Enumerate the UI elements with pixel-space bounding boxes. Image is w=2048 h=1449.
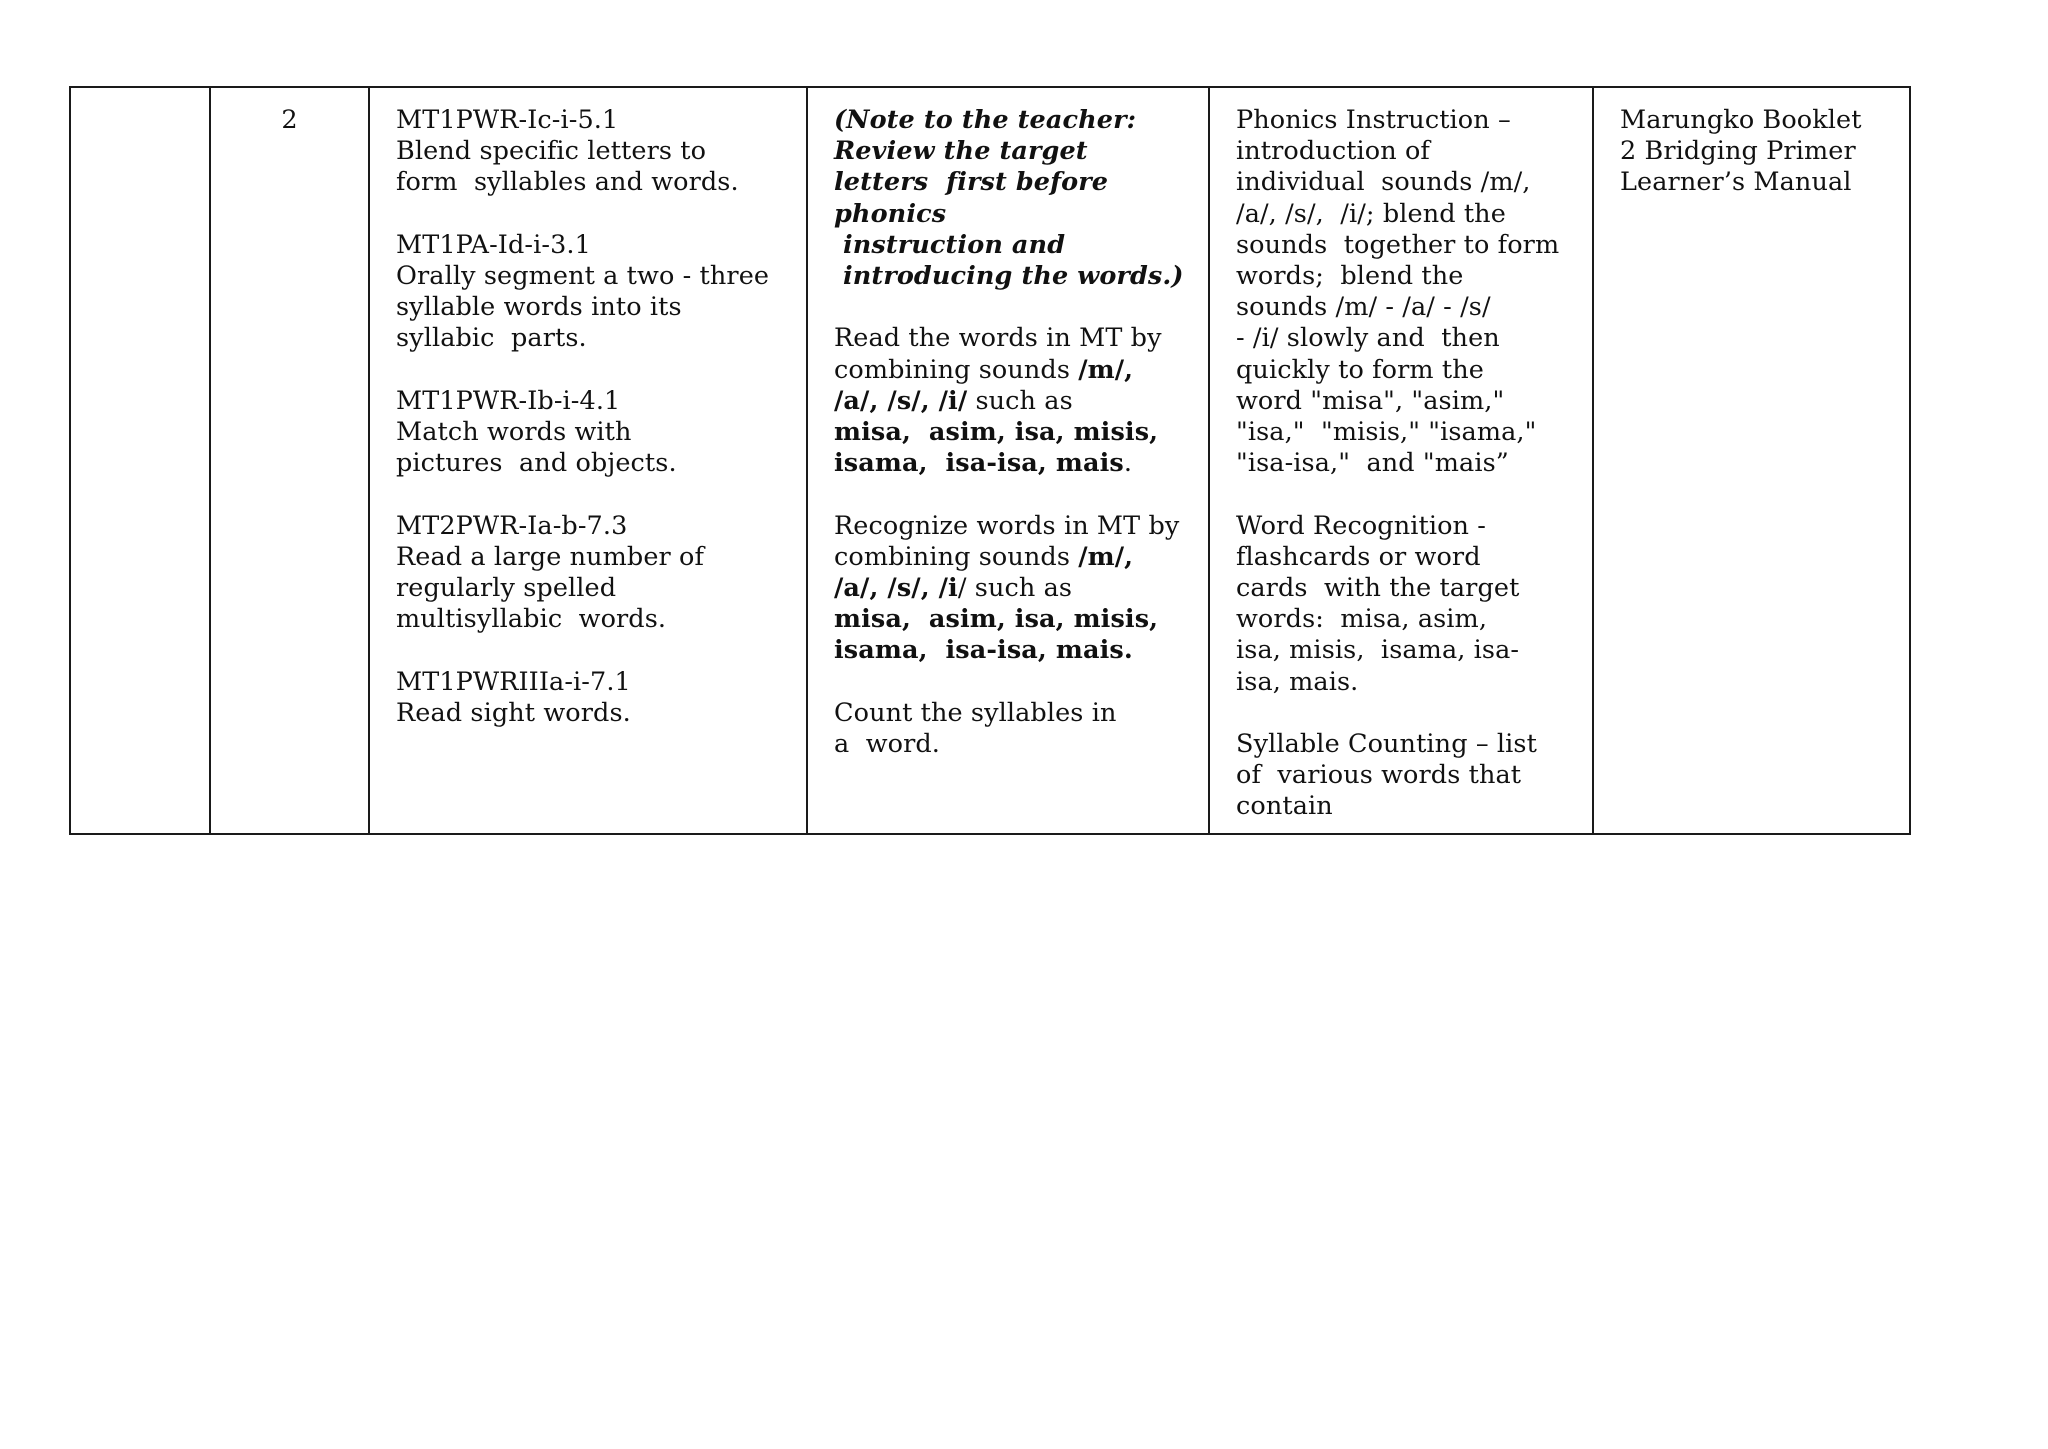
competency-code: MT1PWR-Ib-i-4.1 — [396, 385, 621, 416]
activity-line: /a/, /s/, /i/; blend the — [1236, 198, 1506, 229]
activity-line: word "misa", "asim," — [1236, 385, 1505, 416]
word-list: isama, isa-isa, mais — [834, 448, 1124, 479]
activity-line: - /i/ slowly and then — [1236, 323, 1500, 354]
objective-text: / such as — [957, 573, 1073, 604]
competency-text: form syllables and words. — [396, 167, 739, 198]
note-line: letters first before — [834, 167, 1109, 198]
objective-text: such as — [967, 385, 1073, 416]
competency-block — [396, 230, 786, 355]
word-list: misa, asim, isa, misis, — [834, 604, 1159, 635]
activity-line: isa, mais. — [1236, 666, 1359, 697]
activity-line: isa, misis, isama, isa- — [1236, 635, 1520, 666]
activity-line: "isa-isa," and "mais” — [1236, 448, 1509, 479]
note-line: introducing the words.) — [834, 261, 1184, 292]
competency-text: Match words with — [396, 417, 632, 447]
syllable-counting-activity — [1236, 729, 1572, 823]
objective-line: Count the syllables in — [834, 697, 1117, 728]
table-row — [70, 87, 1910, 834]
activity-line: quickly to form the — [1236, 354, 1484, 385]
activity-line: "isa," "misis," "isama," — [1236, 417, 1537, 448]
competency-text: Blend specific letters to — [396, 136, 707, 167]
material-line: Marungko Booklet — [1620, 105, 1862, 135]
day-number: 2 — [281, 105, 298, 135]
note-line: instruction and — [834, 229, 1066, 260]
objective-line: a word. — [834, 729, 941, 760]
activity-line: Phonics Instruction – — [1236, 105, 1511, 135]
competency-code: MT1PA-Id-i-3.1 — [396, 229, 591, 260]
word-recognition-activity — [1236, 511, 1572, 698]
activity-line: sounds together to form — [1236, 229, 1560, 260]
objective-line — [834, 386, 1188, 417]
activity-line: sounds /m/ - /a/ - /s/ — [1236, 292, 1491, 323]
activity-line: Syllable Counting – list — [1236, 729, 1537, 760]
competency-block — [396, 667, 786, 729]
competency-block — [396, 105, 786, 199]
competency-text: Orally segment a two - three — [396, 261, 770, 291]
competency-text: syllabic parts. — [396, 323, 587, 354]
competency-block — [396, 511, 786, 636]
activity-line: cards with the target — [1236, 573, 1520, 604]
objective-line: Read the words in MT by — [834, 323, 1162, 354]
note-line: (Note to the teacher: — [834, 105, 1137, 135]
activity-line: words: misa, asim, — [1236, 604, 1488, 635]
sound-list: /a/, /s/, /i/ — [834, 385, 968, 416]
materials-cell — [1593, 87, 1910, 834]
objective-line — [834, 542, 1188, 573]
activity-line: individual sounds /m/, — [1236, 167, 1531, 198]
week-cell — [70, 87, 210, 834]
recognize-objective — [834, 511, 1188, 667]
objective-text: combining sounds — [834, 541, 1079, 572]
competency-text: Read a large number of — [396, 541, 705, 572]
competency-text: multisyllabic words. — [396, 604, 667, 635]
material-line: 2 Bridging Primer — [1620, 136, 1856, 167]
competency-text: syllable words into its — [396, 292, 682, 323]
objective-line — [834, 573, 1188, 604]
objective-line — [834, 448, 1188, 479]
competency-code: MT1PWRIIIa-i-7.1 — [396, 666, 631, 697]
competency-text: Read sight words. — [396, 697, 631, 728]
sound-list: /m/, — [1078, 354, 1134, 385]
competency-text: regularly spelled — [396, 573, 617, 603]
activity-line: introduction of — [1236, 136, 1430, 167]
competency-code: MT2PWR-Ia-b-7.3 — [396, 510, 628, 541]
material-line: Learner’s Manual — [1620, 167, 1852, 198]
activity-line: words; blend the — [1236, 261, 1464, 292]
objective-line: Recognize words in MT by — [834, 510, 1180, 541]
objective-line — [834, 355, 1188, 386]
count-objective — [834, 698, 1188, 760]
word-list: isama, isa-isa, mais. — [834, 635, 1133, 666]
competency-block — [396, 386, 786, 480]
objective-text: . — [1123, 448, 1133, 479]
objective-text: combining sounds — [834, 354, 1079, 385]
sound-list: /m/, — [1078, 541, 1134, 572]
read-objective — [834, 323, 1188, 479]
activity-line: of various words that — [1236, 760, 1522, 791]
day-number-cell — [210, 87, 369, 834]
competency-code: MT1PWR-Ic-i-5.1 — [396, 105, 619, 135]
activity-line: contain — [1236, 791, 1333, 822]
lesson-plan-table — [69, 86, 1911, 835]
teacher-note — [834, 105, 1188, 292]
activity-line: Word Recognition - — [1236, 510, 1486, 541]
activity-line: flashcards or word — [1236, 541, 1481, 572]
competencies-cell — [369, 87, 807, 834]
activities-cell — [1209, 87, 1593, 834]
competency-text: pictures and objects. — [396, 448, 677, 479]
note-line: Review the target — [834, 136, 1088, 167]
sound-list: /a/, /s/, /i — [834, 573, 958, 604]
objectives-cell — [807, 87, 1209, 834]
note-line: phonics — [834, 198, 947, 229]
phonics-activity — [1236, 105, 1572, 479]
word-list: misa, asim, isa, misis, — [834, 417, 1159, 448]
